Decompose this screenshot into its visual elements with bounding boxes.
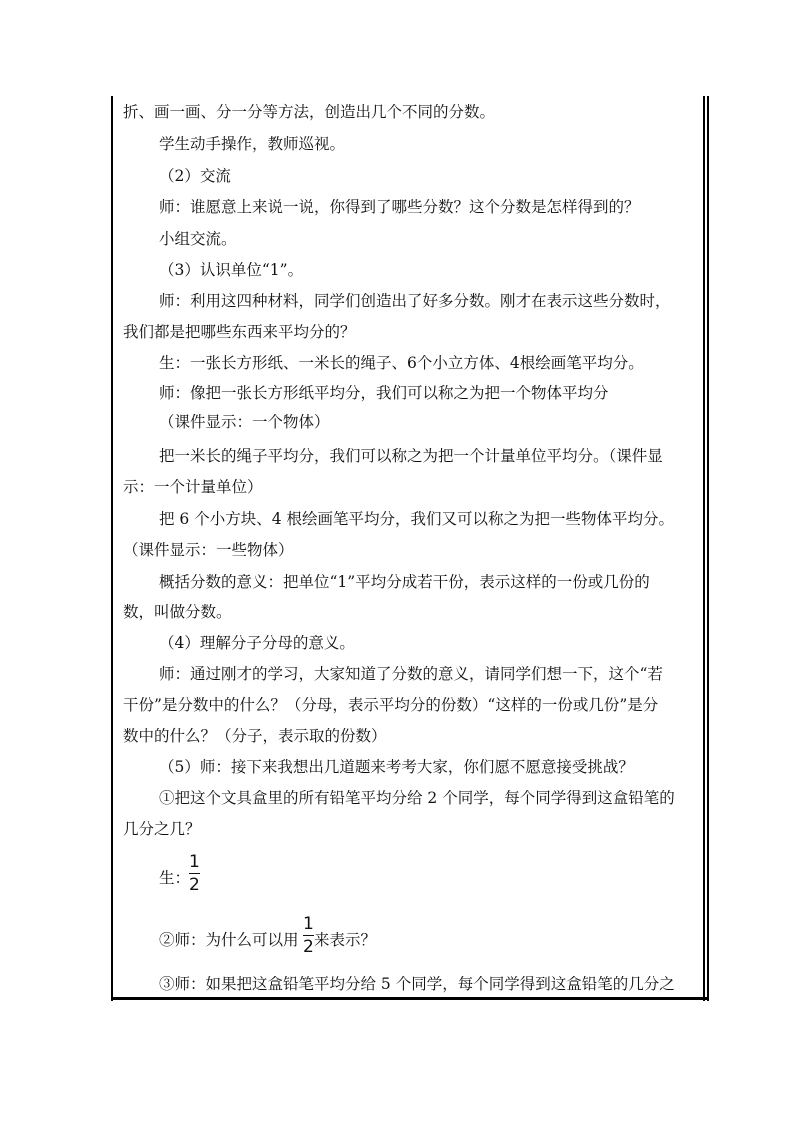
text-line: ①把这个文具盒里的所有铅笔平均分给 2 个同学，每个同学得到这盒铅笔的: [159, 789, 675, 807]
text-line: 学生动手操作，教师巡视。: [159, 135, 346, 153]
text-line: （3）认识单位“1”。: [159, 261, 304, 279]
question2-prefix: ②师：为什么可以用: [159, 931, 299, 949]
text-line: 概括分数的意义：把单位“1”平均分成若干份，表示这样的一份或几份的: [159, 573, 650, 591]
text-line: 生：一张长方形纸、一米长的绳子、6个小立方体、4根绘画笔平均分。: [159, 354, 644, 372]
text-line: 几分之几？: [123, 820, 201, 838]
bottom-border: [111, 997, 709, 1000]
text-line: 师：谁愿意上来说一说，你得到了哪些分数？这个分数是怎样得到的？: [159, 198, 640, 216]
text-line: 数，叫做分数。: [123, 603, 232, 621]
text-line: 干份”是分数中的什么？（分母，表示平均分的份数）“这样的一份或几份”是分: [123, 696, 659, 714]
fraction-bar: [189, 873, 200, 874]
fraction-denominator: 2: [303, 937, 314, 957]
text-line: （2）交流: [159, 167, 231, 185]
question2-suffix: 来表示？: [314, 931, 377, 949]
text-line: 把一米长的绳子平均分，我们可以称之为把一个计量单位平均分。（课件显: [159, 447, 663, 465]
text-line: 师：利用这四种材料，同学们创造出了好多分数。刚才在表示这些分数时，: [159, 292, 671, 310]
fraction-denominator: 2: [189, 875, 200, 895]
student-answer: [159, 868, 739, 888]
text-line: 示：一个计量单位）: [123, 478, 263, 496]
fraction-numerator: 1: [189, 852, 200, 872]
text-line: 把 6 个小方块、4 根绘画笔平均分，我们又可以称之为把一些物体平均分。: [159, 510, 675, 528]
text-line: （5）师：接下来我想出几道题来考考大家，你们愿不愿意接受挑战？: [159, 758, 634, 776]
text-line: 折、画一画、分一分等方法，创造出几个不同的分数。: [123, 103, 496, 121]
text-line: 小组交流。: [159, 230, 237, 248]
text-line: 我们都是把哪些东西来平均分的？: [123, 323, 356, 341]
fraction-bar: [303, 935, 314, 936]
text-line: 师：像把一张长方形纸平均分，我们可以称之为把一个物体平均分: [159, 384, 609, 402]
text-line: （课件显示：一些物体）: [123, 541, 294, 559]
text-line: 师：通过刚才的学习，大家知道了分数的意义，请同学们想一下，这个“若: [159, 665, 663, 683]
text-line: （课件显示：一个物体）: [159, 413, 330, 431]
teacher-question-3: ③师：如果把这盒铅笔平均分给 5 个同学，每个同学得到这盒铅笔的几分之: [159, 975, 675, 993]
fraction-numerator: 1: [303, 914, 314, 934]
fraction-one-half: [303, 915, 314, 956]
text-line: （4）理解分子分母的意义。: [159, 634, 355, 652]
fraction-one-half: [189, 853, 200, 894]
left-border: [111, 96, 113, 1001]
text-line: 数中的什么？（分子，表示取的份数）: [123, 727, 387, 745]
answer-prefix: 生：: [159, 869, 191, 887]
